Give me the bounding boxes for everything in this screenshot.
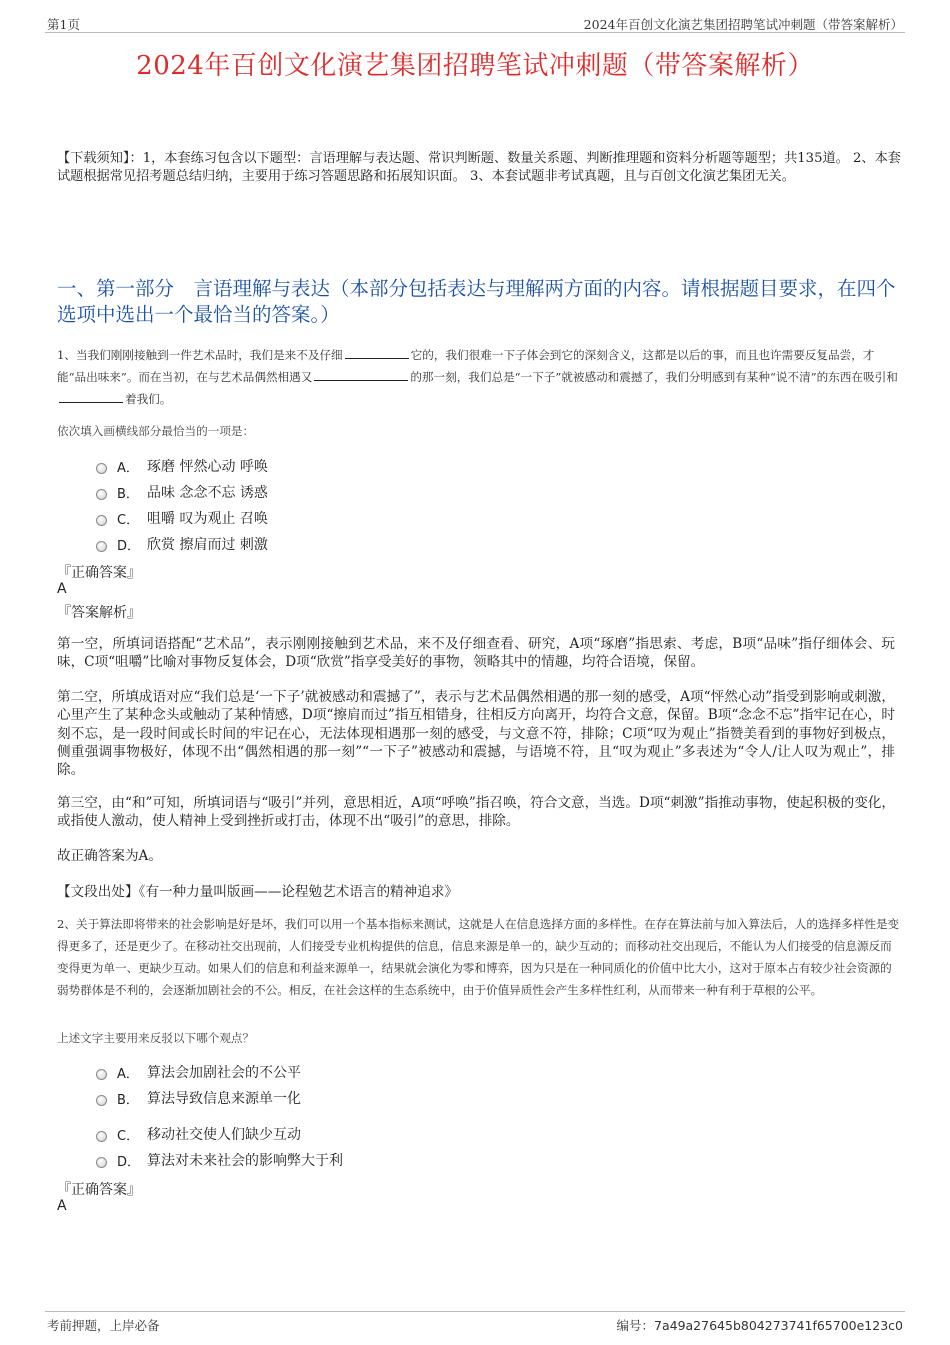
q2-option-c[interactable] (96, 1124, 301, 1144)
question-1-text-part3: 的那一刻，我们总是“一下子”就被感动和震撼了，我们分明感到有某种“说不清”的东西在吸引和 (410, 370, 898, 384)
question-2-prompt: 上述文字主要用来反驳以下哪个观点？ (57, 1031, 255, 1045)
q1-analysis-label: 『答案解析』 (57, 605, 141, 621)
q2-answer: A (57, 1198, 67, 1214)
page-footer (45, 1311, 905, 1334)
option-letter: D． (117, 1154, 141, 1170)
document-code-value: 7a49a27645b804273741f65700e123c0 (654, 1318, 903, 1333)
header-doc-title: 2024年百创文化演艺集团招聘笔试冲刺题（带答案解析） (583, 17, 903, 32)
document-title: 2024年百创文化演艺集团招聘笔试冲刺题（带答案解析） (136, 51, 814, 81)
question-2-text: 2、关于算法即将带来的社会影响是好是坏，我们可以用一个基本指标来测试，这就是人在信息选择方面的多样性。在存在算法前与加入算法后，人的选择多样性是变得更多了，还是更少了。在移动社交出现前，人们接受专业机构提供的信息，信息来源是单一的，缺少互动的；而移动社交出现后，不能认为人们接受的信息源反而变得更为单一、更缺少互动。如果人们的信息和利益来源单一，结果就会演化为零和博弈，因为只是在一种同质化的价值中比大小，这对于原本占有较少社会资源的弱势群体是不利的，会逐渐加剧社会的不公。相反，在社会这样的生态系统中，由于价值异质性会产生多样性红利，从而带来一种有利于草根的公平。 (57, 917, 900, 997)
option-text: 欣赏 擦肩而过 刺激 (147, 537, 268, 553)
option-text: 咀嚼 叹为观止 召唤 (147, 511, 268, 527)
page-header (45, 12, 905, 33)
question-1-text-part1: 1、当我们刚刚接触到一件艺术品时，我们是来不及仔细 (57, 348, 343, 362)
q2-option-a[interactable] (96, 1062, 301, 1082)
analysis-paragraph-3: 第三空，由“和”可知，所填词语与“吸引”并列，意思相近，A项“呼唤”指召唤，符合文意，当选。D项“刺激”指推动事物，使起积极的变化，或指使人激动，使人精神上受到挫折或打击，体现不出“吸引”的意思，排除。 (57, 795, 895, 830)
option-text: 移动社交使人们缺少互动 (147, 1127, 301, 1143)
question-1-text-part4: 着我们。 (125, 392, 172, 406)
option-letter: D． (117, 538, 141, 554)
q2-option-b[interactable] (96, 1088, 301, 1108)
page-number: 第1页 (47, 17, 80, 32)
question-1-text-part2: 它的，我们很难一下子体会到它的深刻含义，这都是以后的事，而且也许需要反复品尝，才能“品出味来”。而在当初，在与艺术品偶然相遇又 (57, 348, 875, 384)
question-1-prompt: 依次填入画横线部分最恰当的一项是： (57, 424, 255, 438)
radio-button[interactable] (96, 1095, 107, 1106)
analysis-paragraph-2: 第二空，所填成语对应“我们总是‘一下子’就被感动和震撼了”，表示与艺术品偶然相遇的那一刻的感受，A项“怦然心动”指受到影响或刺激，心里产生了某种念头或触动了某种情感，D项“擦肩而过”指互相错身，往相反方向离开，均符合文意，保留。B项“念念不忘”指牢记在心，时刻不忘，是一段时间或长时间的牢记在心，无法体现相遇那一刻的感受，与文意不符，排除；C项“叹为观止”指赞美看到的事物好到极点，侧重强调事物极好，体现不出“偶然相遇的那一刻”“一下子”被感动和震撼，与语境不符，且“叹为观止”多表述为“令人/让人叹为观止”，排除。 (57, 689, 895, 779)
radio-button[interactable] (96, 515, 107, 526)
radio-button[interactable] (96, 1069, 107, 1080)
option-text: 算法导致信息来源单一化 (147, 1091, 301, 1107)
q1-answer: A (57, 581, 67, 597)
q1-option-b[interactable] (96, 482, 268, 502)
analysis-paragraph-1: 第一空，所填词语搭配“艺术品”，表示刚刚接触到艺术品，来不及仔细查看、研究，A项“琢磨”指思索、考虑，B项“品味”指仔细体会、玩味，C项“咀嚼”比喻对事物反复体会，D项“欣赏”指享受美好的事物，领略其中的情趣，均符合语境，保留。 (57, 636, 895, 671)
question-1-text (57, 344, 902, 410)
radio-button[interactable] (96, 1131, 107, 1142)
analysis-conclusion: 故正确答案为A。 (57, 848, 162, 864)
footer-note: 考前押题，上岸必备 (47, 1318, 160, 1333)
radio-button[interactable] (96, 463, 107, 474)
option-text: 琢磨 怦然心动 呼唤 (147, 459, 268, 475)
option-text: 算法对未来社会的影响弊大于利 (147, 1153, 343, 1169)
download-notice: 【下载须知】：1，本套练习包含以下题型：言语理解与表达题、常识判断题、数量关系题、判断推理题和资料分析题等题型；共135道。 2、本套试题根据常见招考题总结归纳，主要用于练习答题思路和拓展知识面。 3、本套试题非考试真题，且与百创文化演艺集团无关。 (57, 151, 901, 184)
q1-source: 【文段出处】《有一种力量叫版画——论程勉艺术语言的精神追求》 (57, 884, 459, 900)
q1-option-d[interactable] (96, 534, 268, 554)
option-letter: A． (117, 460, 139, 476)
q2-answer-label: 『正确答案』 (57, 1182, 141, 1198)
option-text: 品味 念念不忘 诱惑 (147, 485, 268, 501)
fill-blank-2 (314, 368, 408, 381)
option-letter: A． (117, 1066, 139, 1082)
option-text: 算法会加剧社会的不公平 (147, 1065, 301, 1081)
radio-button[interactable] (96, 1157, 107, 1168)
radio-button[interactable] (96, 489, 107, 500)
radio-button[interactable] (96, 541, 107, 552)
option-letter: C． (117, 512, 140, 528)
q1-option-c[interactable] (96, 508, 268, 528)
section-heading: 一、第一部分 言语理解与表达（本部分包括表达与理解两方面的内容。请根据题目要求，在四个选项中选出一个最恰当的答案。） (57, 277, 896, 326)
q2-option-d[interactable] (96, 1150, 343, 1170)
option-letter: B． (117, 486, 139, 502)
option-letter: C． (117, 1128, 140, 1144)
q1-option-a[interactable] (96, 456, 268, 476)
document-code-label: 编号： (616, 1318, 654, 1333)
option-letter: B． (117, 1092, 139, 1108)
document-code (616, 1316, 903, 1334)
fill-blank-3 (59, 390, 123, 403)
q1-answer-label: 『正确答案』 (57, 565, 141, 581)
fill-blank-1 (345, 346, 409, 359)
